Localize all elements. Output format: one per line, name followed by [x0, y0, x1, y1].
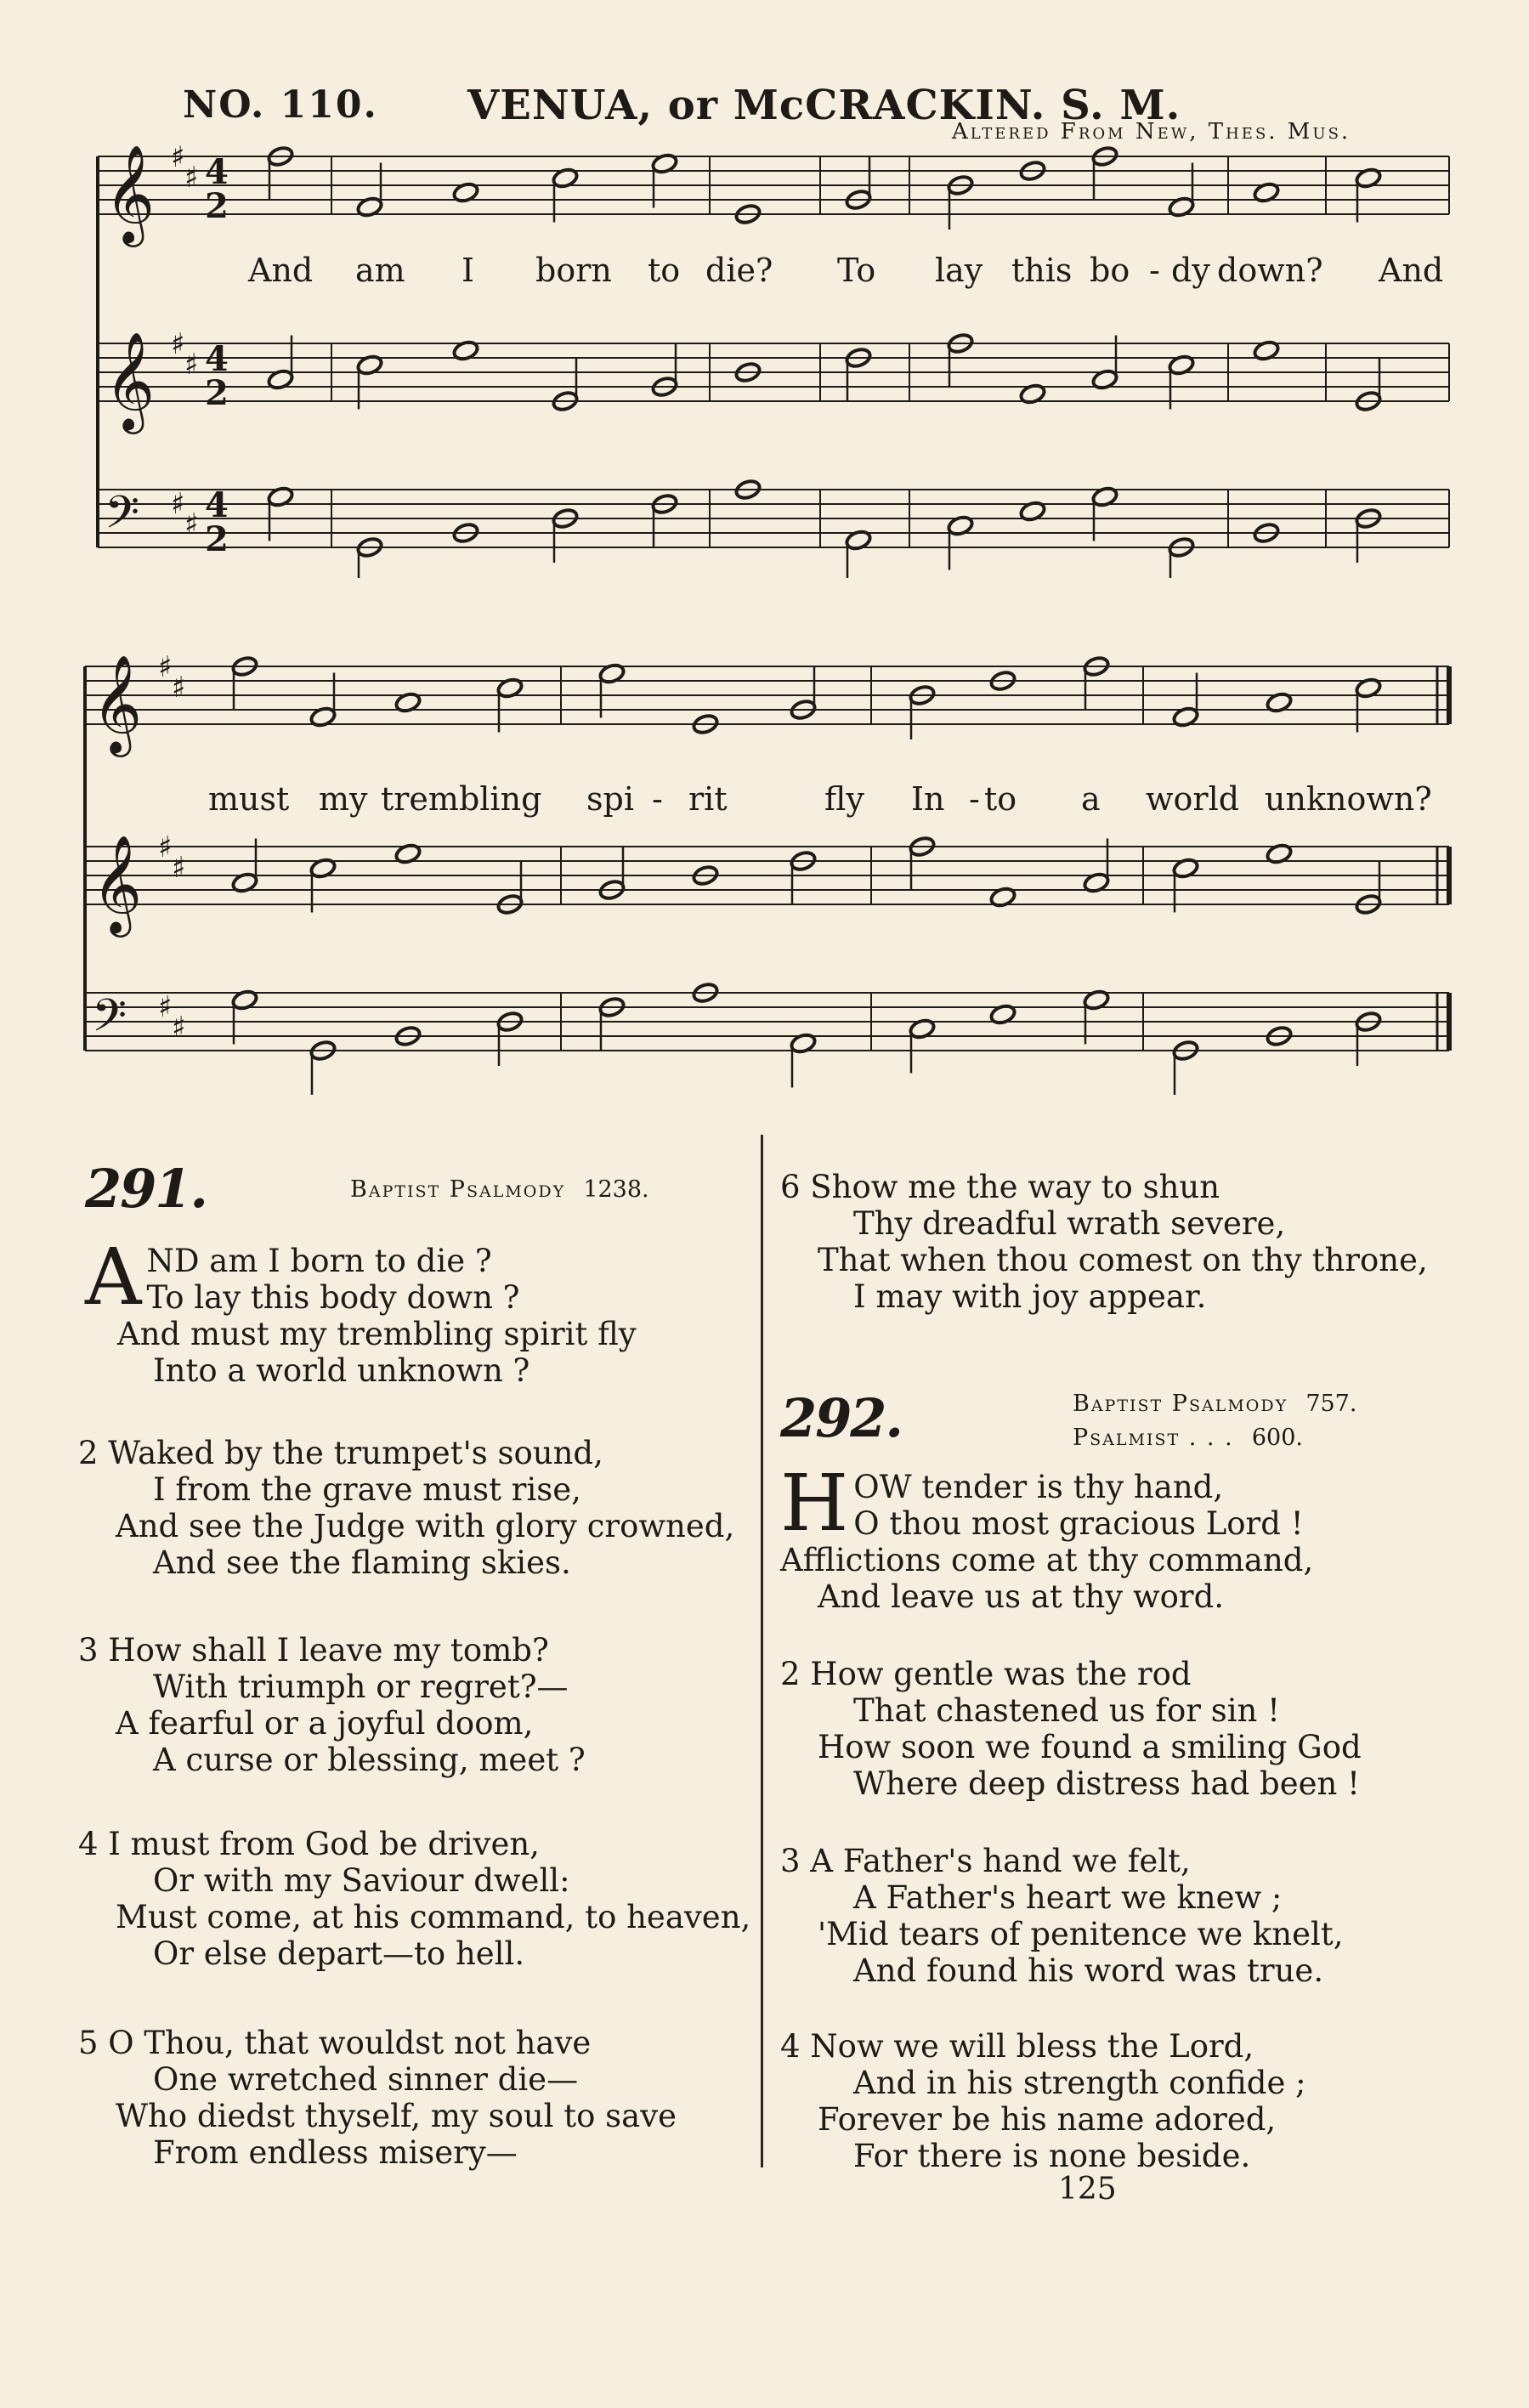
- time-signature-top: 4: [205, 152, 229, 192]
- lyric-syllable: rit: [688, 780, 728, 818]
- hymn-291-number: 291.: [85, 1158, 207, 1220]
- hymn-292-stanza-1: [780, 1458, 1314, 1615]
- lyric-syllable: -: [652, 780, 663, 818]
- stanza-line: ND am I born to die ?: [146, 1243, 492, 1279]
- hymn-291-source: Baptist Psalmody 1238.: [350, 1176, 649, 1203]
- treble-clef-icon: 𝄞: [92, 834, 143, 933]
- stanza-line: 4 Now we will bless the Lord,: [780, 2028, 1254, 2065]
- hymn-291-stanza-6: [780, 1169, 1428, 1315]
- stanza-line: And see the flaming skies.: [153, 1544, 571, 1581]
- stanza-line: 3 How shall I leave my tomb?: [78, 1632, 549, 1669]
- stanza-line: And must my trembling spirit fly: [117, 1316, 637, 1352]
- bass-clef-icon: 𝄢: [92, 990, 127, 1053]
- sharp-icon: ♯: [171, 487, 185, 521]
- hymn-291-stanza-4: [78, 1826, 750, 1972]
- stanza-line: 4 I must from God be driven,: [78, 1826, 540, 1862]
- column-divider: [761, 1135, 763, 2167]
- treble-clef-icon: 𝄞: [105, 144, 156, 243]
- sharp-icon: ♯: [184, 507, 199, 541]
- hymn-292-stanza-2: [780, 1656, 1362, 1802]
- stanza-line: Where deep distress had been !: [853, 1765, 1360, 1802]
- treble-clef-icon: 𝄞: [92, 654, 143, 753]
- stanza-line: That chastened us for sin !: [853, 1692, 1281, 1729]
- stanza-line: Thy dreadful wrath severe,: [853, 1205, 1286, 1242]
- sharp-icon: ♯: [172, 1011, 186, 1045]
- lyric-syllable: unknown?: [1265, 780, 1432, 818]
- drop-capital: H: [780, 1458, 849, 1549]
- lyric-syllable: And: [248, 252, 314, 289]
- hymn-292-stanza-3: [780, 1843, 1344, 1989]
- lyric-syllable: this: [1011, 252, 1073, 289]
- lyric-syllable: I: [462, 252, 475, 289]
- stanza-line: How soon we found a smiling God: [818, 1729, 1362, 1765]
- lyric-syllable: bo: [1090, 252, 1130, 289]
- stanza-line: That when thou comest on thy throne,: [818, 1242, 1428, 1278]
- hymn-291-stanza-1: [85, 1232, 637, 1389]
- stanza-line: Must come, at his command, to heaven,: [116, 1899, 751, 1935]
- stanza-line: Or with my Saviour dwell:: [153, 1862, 570, 1899]
- time-signature-top: 4: [205, 485, 229, 525]
- lyric-syllable: -: [1149, 252, 1160, 289]
- page-number: 125: [1058, 2172, 1117, 2207]
- staff: [98, 140, 1449, 247]
- stanza-line: A curse or blessing, meet ?: [153, 1742, 586, 1778]
- stanza-line: Afflictions come at thy command,: [780, 1542, 1314, 1578]
- lyric-syllable: -: [969, 780, 980, 818]
- stanza-line: And found his word was true.: [853, 1952, 1324, 1989]
- stanza-line: A fearful or a joyful doom,: [116, 1705, 534, 1742]
- sharp-icon: ♯: [172, 671, 186, 705]
- lyric-syllable: lay: [935, 252, 983, 289]
- stanza-line: From endless misery—: [153, 2134, 518, 2171]
- stanza-line: With triumph or regret?—: [153, 1669, 569, 1705]
- stanza-line: 'Mid tears of penitence we knelt,: [818, 1916, 1344, 1952]
- stanza-line: 6 Show me the way to shun: [780, 1169, 1220, 1205]
- stanza-line: Or else depart—to hell.: [153, 1935, 525, 1972]
- lyric-syllable: down?: [1217, 252, 1323, 289]
- stanza-line: A Father's heart we knew ;: [853, 1879, 1283, 1916]
- lyric-syllable: spi: [586, 780, 634, 818]
- lyric-syllable: world: [1146, 780, 1240, 818]
- stanza-line: And leave us at thy word.: [818, 1578, 1225, 1615]
- sharp-icon: ♯: [184, 348, 199, 382]
- lyric-syllable: my: [319, 780, 368, 818]
- sharp-icon: ♯: [172, 851, 186, 885]
- lyric-syllable: dy: [1171, 252, 1210, 289]
- hymn-292-source-1: Baptist Psalmody 757.: [1073, 1391, 1357, 1417]
- lyric-syllable: must: [208, 780, 290, 818]
- time-signature-bottom: 2: [205, 519, 229, 559]
- tune-title: VENUA, or McCRACKIN. S. M.: [467, 82, 1181, 129]
- stanza-line: I may with joy appear.: [853, 1278, 1207, 1315]
- sharp-icon: ♯: [184, 161, 199, 195]
- hymn-292-stanza-4: [780, 2028, 1306, 2174]
- stanza-line: For there is none beside.: [853, 2138, 1251, 2174]
- hymn-291-stanza-2: [78, 1435, 734, 1581]
- lyric-syllable: born: [535, 252, 612, 289]
- time-signature-bottom: 2: [205, 373, 229, 413]
- hymn-292-number: 292.: [780, 1387, 903, 1449]
- stanza-line: And in his strength confide ;: [853, 2065, 1306, 2101]
- staff: [98, 479, 1449, 578]
- stanza-line: I from the grave must rise,: [153, 1471, 581, 1508]
- stanza-line: 5 O Thou, that wouldst not have: [78, 2025, 592, 2061]
- stanza-line: Who diedst thyself, my soul to save: [116, 2098, 677, 2134]
- staff: [85, 650, 1449, 757]
- bass-clef-icon: 𝄢: [105, 487, 140, 550]
- stanza-line: One wretched sinner die—: [153, 2061, 579, 2098]
- stanza-line: Into a world unknown ?: [153, 1352, 530, 1389]
- music-system-1: [0, 136, 1529, 578]
- staff: [85, 830, 1449, 938]
- sharp-icon: ♯: [171, 140, 185, 174]
- lyric-syllable: To: [837, 252, 876, 289]
- stanza-line: 3 A Father's hand we felt,: [780, 1843, 1191, 1879]
- stanza-line: 2 How gentle was the rod: [780, 1656, 1192, 1692]
- tune-credit: Altered From New, Thes. Mus.: [952, 119, 1351, 144]
- tune-number: NO. 110.: [183, 83, 378, 127]
- lyric-syllable: In: [911, 780, 945, 818]
- lyric-syllable: trembling: [381, 780, 542, 818]
- drop-capital: A: [85, 1232, 142, 1323]
- sharp-icon: ♯: [171, 327, 185, 361]
- stanza-line: O thou most gracious Lord !: [853, 1505, 1304, 1542]
- music-system-2: [0, 646, 1529, 1105]
- stanza-line: To lay this body down ?: [146, 1279, 520, 1316]
- staff: [98, 327, 1449, 434]
- time-signature-top: 4: [205, 339, 229, 379]
- time-signature-bottom: 2: [205, 186, 229, 226]
- lyric-syllable: And: [1379, 252, 1444, 289]
- stanza-line: Forever be his name adored,: [818, 2101, 1277, 2138]
- lyric-syllable: a: [1081, 780, 1101, 818]
- sharp-icon: ♯: [158, 990, 173, 1024]
- lyric-syllable: die?: [705, 252, 773, 289]
- lyric-syllable: am: [355, 252, 405, 289]
- lyric-syllable: fly: [824, 780, 864, 818]
- sharp-icon: ♯: [158, 650, 173, 684]
- stanza-line: OW tender is thy hand,: [853, 1469, 1224, 1505]
- treble-clef-icon: 𝄞: [105, 331, 156, 430]
- hymn-291-stanza-3: [78, 1632, 586, 1778]
- stanza-line: And see the Judge with glory crowned,: [116, 1508, 735, 1544]
- lyric-syllable: to: [648, 252, 681, 289]
- sharp-icon: ♯: [158, 830, 173, 864]
- lyric-syllable: to: [984, 780, 1017, 818]
- staff: [85, 982, 1449, 1095]
- hymn-291-stanza-5: [78, 2025, 677, 2171]
- hymn-292-source-2: Psalmist . . . 600.: [1073, 1425, 1303, 1451]
- stanza-line: 2 Waked by the trumpet's sound,: [78, 1435, 603, 1471]
